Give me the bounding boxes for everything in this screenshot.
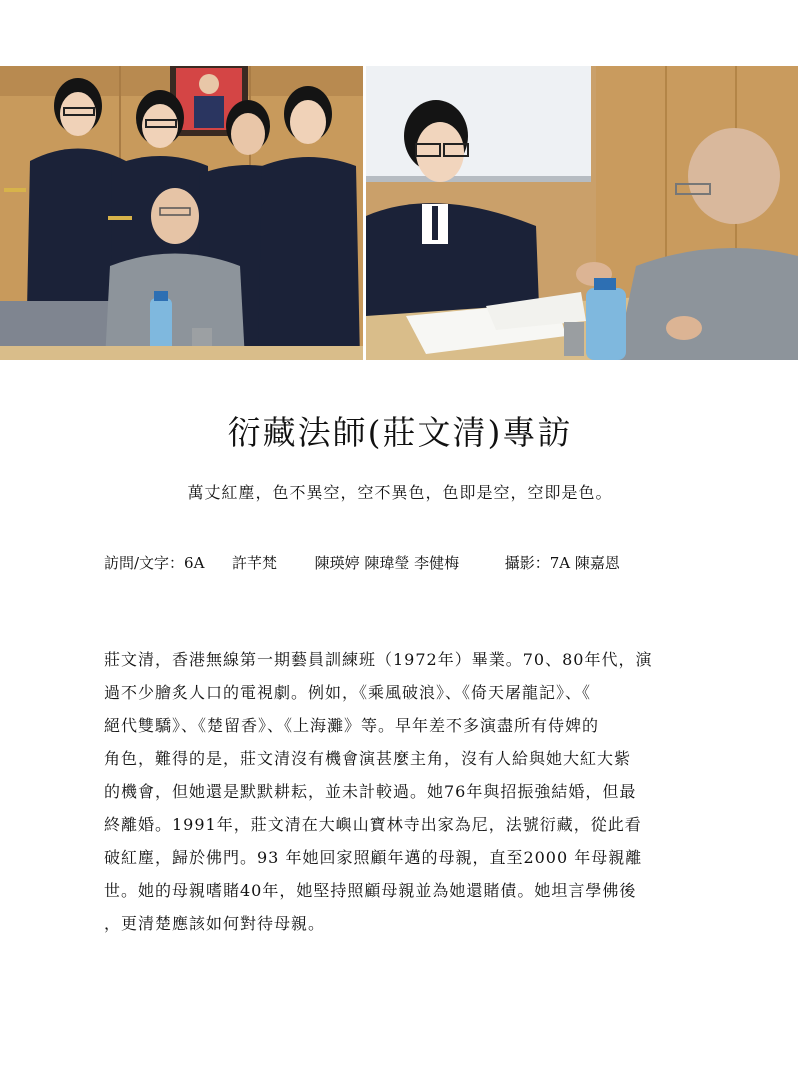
group-photo [0,66,363,360]
interviewer-3: 陳瑋瑩 [364,554,410,572]
interview-photo [366,66,798,360]
article-subtitle: 萬丈紅塵，色不異空，空不異色，色即是空，空即是色。 [187,483,613,502]
body-line: 過不少膾炙人口的電視劇。例如，《乘風破浪》、《倚天屠龍記》、《 [104,683,592,702]
body-line: ，更清楚應該如何對待母親。 [104,914,326,933]
interview-label: 訪問/文字：6A [104,554,205,572]
body-line: 世。她的母親嗜賭40年，她堅持照顧母親並為她還賭債。她坦言學佛後 [104,881,637,900]
body-line: 角色，難得的是，莊文清沒有機會演甚麼主角，沒有人給與她大紅大紫 [104,749,632,768]
article-body [104,643,728,940]
body-line: 破紅塵，歸於佛門。93 年她回家照顧年邁的母親，直至2000 年母親離 [104,848,643,867]
body-line: 絕代雙驕》、《楚留香》、《上海灘》等。早年差不多演盡所有侍婢的 [104,716,600,735]
interviewer-1: 許芊梵 [232,554,278,572]
interview-photo-illustration [366,66,798,360]
body-line: 的機會，但她還是默默耕耘，並未計較過。她76年與招振強結婚，但最 [104,782,637,801]
photo-label: 攝影：7A [504,554,571,572]
group-photo-illustration [0,66,363,360]
interviewer-2: 陳瑛婷 [314,554,360,572]
body-line: 終離婚。1991年，莊文清在大嶼山寶林寺出家為尼，法號衍藏，從此看 [104,815,642,834]
body-line: 莊文清，香港無線第一期藝員訓練班（1972年）畢業。70、80年代，演 [104,650,653,669]
interviewer-4: 李健梅 [414,554,460,572]
photographer: 陳嘉恩 [574,554,620,572]
article-title: 衍藏法師(莊文清)專訪 [227,413,573,452]
article-credits [104,548,764,578]
